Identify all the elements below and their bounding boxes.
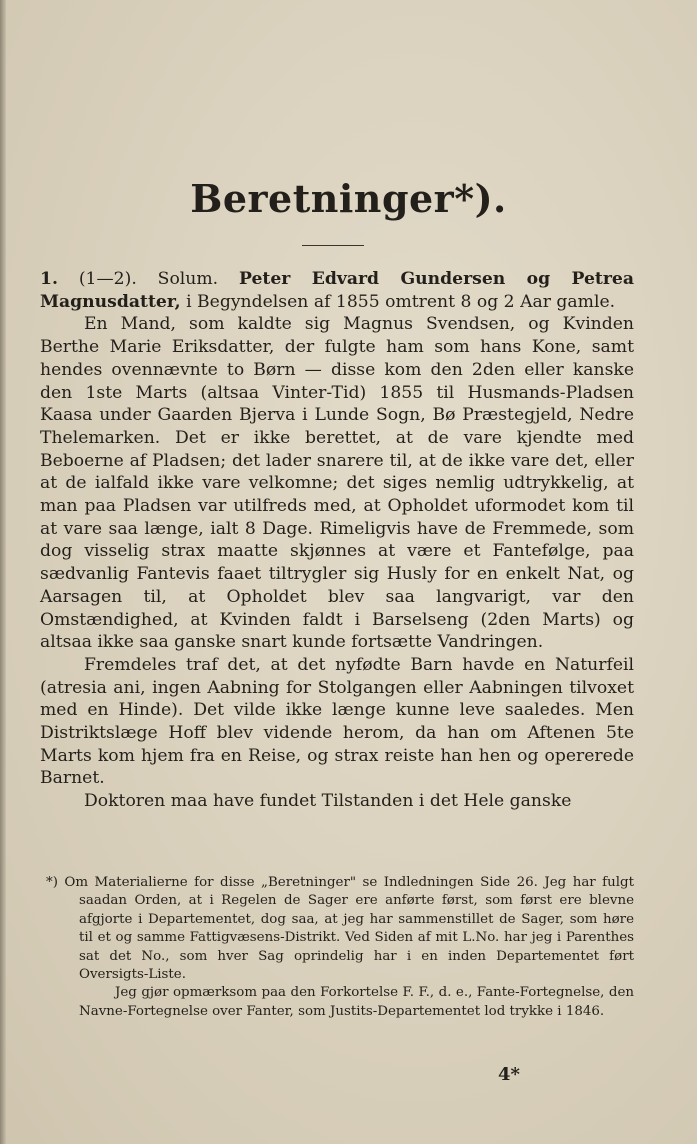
paragraph-1: En Mand, som kaldte sig Magnus Svendsen, og Kvinden Berthe Marie Eriksdatter, der fulgte ham som hans Kone, samt hendes ovennævnte to Børn — disse kom den 2den eller kanske den 1ste Marts (altsaa Vinter-Tid) 1855 til Husmands-Pladsen Kaasa under Gaarden Bjerva i Lunde Sogn, Bø Præstegjeld, Nedre Thelemarken. Det er ikke berettet, at de vare kjendte med Beboerne af Pladsen; det lader snarere til, at de ikke vare det, eller at de ialfald ikke vare velkomne; det siges nemlig udtrykkelig, at man paa Pladsen var utilfreds med, at Opholdet uformodet kom til at vare saa længe, ialt 8 Dage. Rimeligvis have de Fremmede, som dog visselig strax maatte skjønnes at være et Fantefølge, paa sædvanlig Fantevis faaet tiltrygler sig Husly for en enkelt Nat, og Aarsagen til, at Opholdet blev saa langvarigt, var den Omstændighed, at Kvinden faldt i Barselseng (2den Marts) og altsaa ikke saa ganske snart kunde fortsætte Vandringen. (40, 314, 634, 653)
title-divider (302, 245, 364, 246)
page-binding-edge (0, 0, 6, 1144)
footnote-1: *) Om Materialierne for disse „Beretninger" se Indledningen Side 26. Jeg har fulgt saadan Orden, at i Regelen de Sager ere anførte først, som først ere blevne afgjorte i Departementet, dog saa, at jeg har sammenstillet de Sager, som høre til et og samme Fattigvæsens-Distrikt. Ved Siden af mit L.No. har jeg i Parenthes sat det No., som hver Sag oprindelig har i en inden Departementet ført Oversigts-Liste. (46, 875, 634, 983)
entry-persons: Peter Edvard Gundersen og Petrea Magnusdatter, (40, 269, 635, 312)
footnote-2: Jeg gjør opmærksom paa den Forkortelse F. F., d. e., Fante-Fortegnelse, den Navne-Fortegnelse over Fanter, som Justits-Departementet lod trykke i 1846. (79, 985, 634, 1019)
entry-intro: i Begyndelsen af 1855 omtrent 8 og 2 Aar gamle. (186, 291, 616, 312)
entry-place: Solum. (157, 269, 219, 289)
entry-number: 1. (40, 269, 58, 289)
entry-range: (1—2). (78, 269, 137, 289)
entry-heading (40, 268, 634, 313)
paragraph-2: Fremdeles traf det, at det nyfødte Barn havde en Naturfeil (atresia ani, ingen Aabning for Stolgangen eller Aabningen tilvoxet med en Hinde). Det vilde ikke længe kunne leve saaledes. Men Distriktslæge Hoff blev vidende herom, da han om Aftenen 5te Marts kom hjem fra en Reise, og strax reiste han hen og opererede Barnet. (40, 654, 634, 789)
page-title: Beretninger*). (190, 176, 507, 221)
main-text (40, 268, 634, 813)
paragraph-3: Doktoren maa have fundet Tilstanden i det Hele ganske (84, 791, 572, 812)
footnotes (46, 874, 634, 1021)
signature-mark: 4* (498, 1064, 520, 1085)
